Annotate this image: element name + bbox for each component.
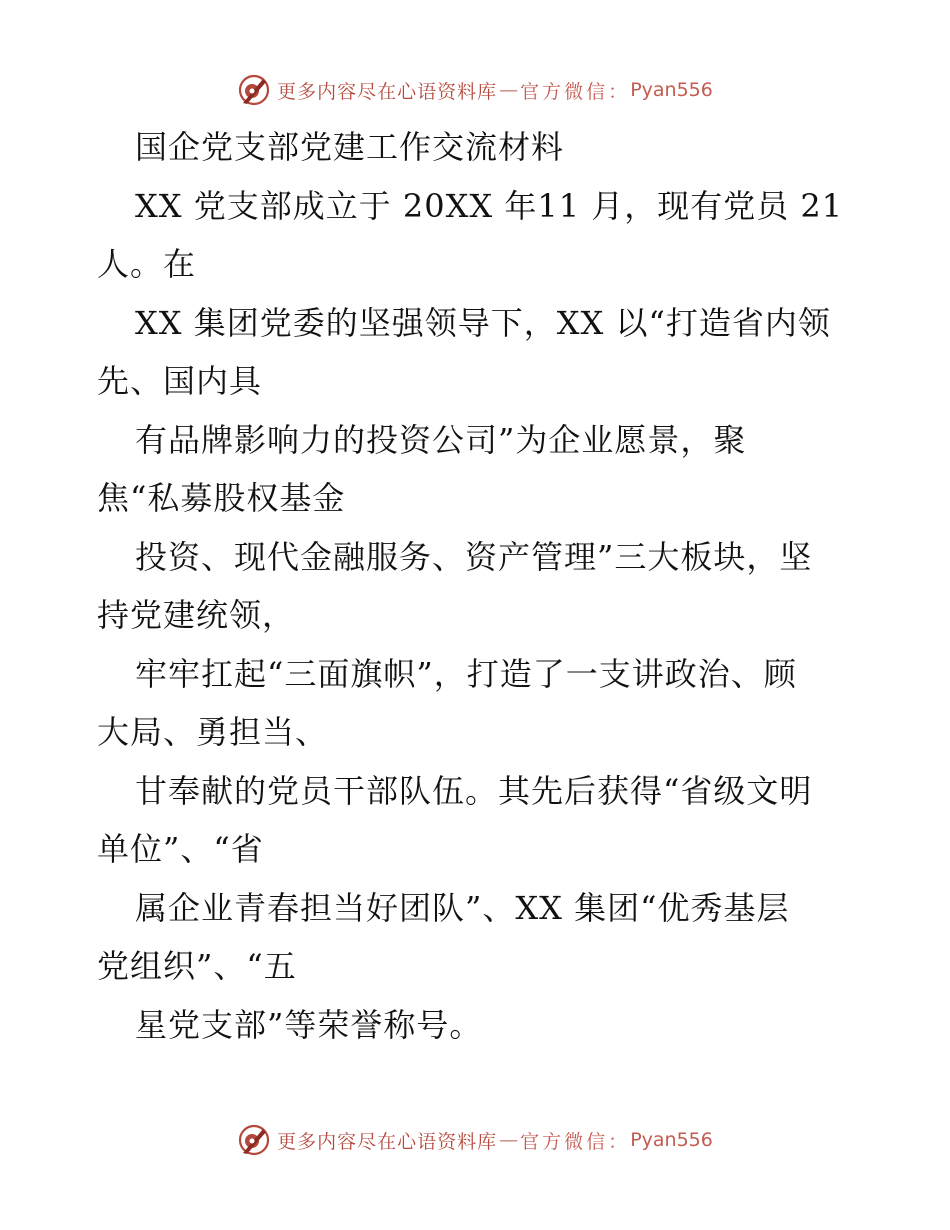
watermark-wechat-label: 官方微信： bbox=[520, 1130, 631, 1153]
watermark-separator: — bbox=[499, 79, 519, 101]
paragraph-line: XX 集团党委的坚强领导下，XX 以“打造省内领 bbox=[135, 303, 831, 342]
watermark-separator: — bbox=[499, 1129, 519, 1151]
document-body bbox=[97, 118, 857, 1054]
quill-logo-icon bbox=[237, 1123, 271, 1157]
paragraph-line: 甘奉献的党员干部队伍。其先后获得“省级文明 bbox=[135, 771, 813, 810]
paragraph-line: 大局、勇担当、 bbox=[97, 713, 329, 751]
paragraph-line: 人。在 bbox=[97, 245, 197, 283]
watermark-wechat-id: Pyan556 bbox=[630, 79, 713, 101]
watermark-text: 更多内容尽在心语资料库 bbox=[277, 1130, 498, 1153]
paragraph-line: XX 党支部成立于 20XX 年11 月，现有党员 21 bbox=[135, 186, 844, 225]
header-watermark bbox=[0, 70, 950, 110]
paragraph-line: 单位”、“省 bbox=[97, 830, 264, 868]
paragraph-line: 投资、现代金融服务、资产管理”三大板块，坚 bbox=[135, 537, 813, 576]
paragraph-line: 持党建统领， bbox=[97, 596, 296, 634]
paragraph-line: 有品牌影响力的投资公司”为企业愿景，聚 bbox=[135, 420, 747, 459]
document-title: 国企党支部党建工作交流材料 bbox=[135, 128, 565, 166]
watermark-text: 更多内容尽在心语资料库 bbox=[277, 80, 498, 103]
paragraph-line: 党组织”、“五 bbox=[97, 947, 297, 985]
footer-watermark bbox=[0, 1120, 950, 1160]
paragraph-line: 焦“私募股权基金 bbox=[97, 479, 346, 517]
paragraph-line: 牢牢扛起“三面旗帜”，打造了一支讲政治、顾 bbox=[135, 654, 797, 693]
paragraph-line: 属企业青春担当好团队”、XX 集团“优秀基层 bbox=[135, 888, 790, 927]
watermark-wechat-id: Pyan556 bbox=[630, 1129, 713, 1151]
quill-logo-icon bbox=[237, 73, 271, 107]
paragraph-line: 先、国内具 bbox=[97, 362, 263, 400]
watermark-wechat-label: 官方微信： bbox=[520, 80, 631, 103]
paragraph-line: 星党支部”等荣誉称号。 bbox=[135, 1005, 483, 1044]
